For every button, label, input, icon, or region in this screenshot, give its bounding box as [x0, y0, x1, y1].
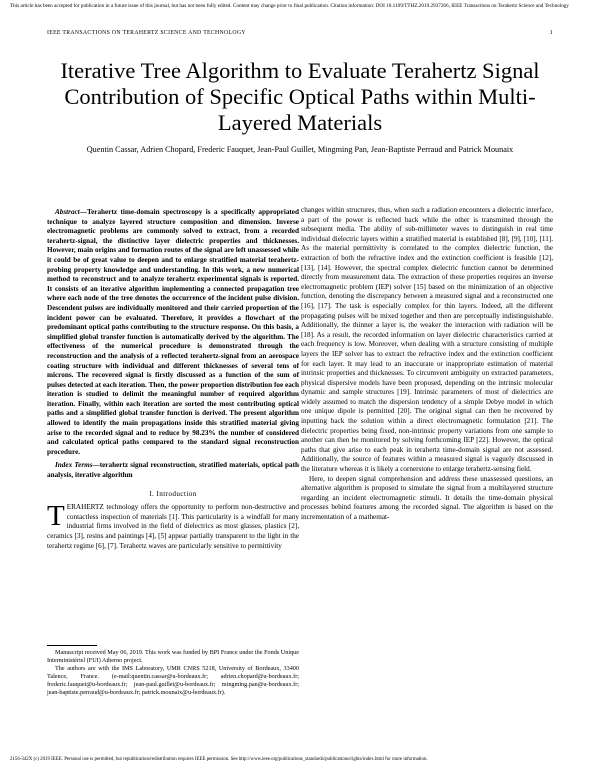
abstract-label: Abstract: [55, 208, 80, 216]
body-paragraph-1: changes within structures, thus, when such a radiation encounters a dielectric interface, a part of the power is reflected back while the other is transmitted through the subsequent media. The ability of sub-millimeter waves to distinguish in real time individual dielectric layers within a stratified material is established [8], [9], [10], [11]. As the material permittivity is correlated to the complex dielectric function, the extraction of both the refractive index and the extinction coefficient is feasible [12], [13], [14]. However, the spectral complex dielectric function cannot be determined directly from measurement data. The extraction of these properties requires an inverse electromagnetic problem (IEP) solver [15] based on the minimization of an objective function, denoting the discrepancy between a measured signal and a reconstructed one [16], [17]. The task is especially complex for thin layers. Indeed, all the different propagating pulses will be mixed together and then are perceptually indistinguishable. Additionally, the thinner a layer is, the weaker the interaction with radiation will be [18]. As a result, the recorded information on layer dielectric characteristics carried at each frequency is low. Moreover, when dealing with a structure consisting of multiple layers the IEP solver has to extract the refractive index and the extinction coefficient for each layer. It may lead to an inaccurate or inappropriate estimation of material intrinsic properties and thicknesses. To circumvent ambiguity on extracted parameters, physical dispersive models have been proposed, depending on the intrinsic molecular dynamic and sample structures [19]. Intrinsic parameters of most of dielectrics are widely assumed to match the dispersion tendency of a simple Debye model in which one unique dipole is permitted [20]. The original signal can then be recovered by inputting back the solution within a direct electromagnetic formulation [21]. The dielectric properties being fixed, non-intrinsic property variations from one sample to another can then be monitored by solving forthcoming IEP [22]. However, the optical paths that give arise to each peak in terahertz time-domain signal are not assessed. Additionally, the source of features within a measured signal is vaguely discussed in the literature whereas it is likely a cornerstone to enlarge terahertz-sensing field.: [301, 206, 553, 474]
section-heading: I. Introduction: [149, 489, 197, 498]
journal-name: IEEE TRANSACTIONS ON TERAHERTZ SCIENCE AND TECHNOLOGY: [47, 30, 246, 36]
footnote-affiliations: The authors are with the IMS Laboratory, UMR CNRS 5218, University of Bordeaux, 33400 Talence, France. (e-mail:quentin.cassar@u-bordeaux.fr; adrien.chopard@u-bordeaux.fr; frederic.fauquet@u-bordeaux.fr; jean-paul.guillet@u-bordeaux.fr; mingming.pan@u-bordeaux.fr; jean-baptiste.perraud@u-bordeaux.fr; patrick.mounaix@u-bordeaux.fr).: [47, 665, 299, 696]
intro-paragraph: [47, 500, 299, 551]
footnote: [47, 645, 299, 697]
left-column: [47, 208, 299, 551]
drop-cap: T: [47, 500, 65, 533]
page-number: 1: [549, 30, 553, 36]
footnote-manuscript: Manuscript received May 06, 2019. This work was funded by BPI France under the Fonds Unique Interministériel (FUI) Atherno project.: [47, 649, 299, 664]
body-paragraph-2: Here, to deepen signal comprehension and address these unassessed questions, an alternative algorithm is proposed to simulate the signal from a multilayered structure regarding an incident electromagnetic stimuli. It details the time-domain physical processes behind features among the recorded signal. The algorithm is based on the incrementation of a mathemat-: [301, 474, 553, 521]
index-terms: [47, 461, 299, 480]
intro-text: ERAHERTZ technology offers the opportunity to perform non-destructive and contactless inspection of materials [1]. This particularity is a windfall for many industrial firms involved in the field of dielectrics as most glasses, plastics [2], ceramics [3], resins and paintings [4], [5] appear partially transparent to the light in the terahertz regime [6], [7]. Terahertz waves are particularly sensitive to permittivity: [47, 503, 299, 550]
running-head: [47, 30, 553, 36]
copyright-footer: 2156-342X (c) 2019 IEEE. Personal use is permitted, but republication/redistribution requires IEEE permission. See http://www.ieee.org/publications_standards/publications/rights/index.html for more information.: [10, 757, 428, 762]
index-terms-text: —terahertz signal reconstruction, stratified materials, optical path analysis, iterative algorithm: [47, 461, 300, 480]
abstract-text: —Terahertz time-domain spectroscopy is a specifically appropriated technique to analyze layered structure composition and dimension. Inverse electromagnetic problems are commonly solved to extract, from a recorded terahertz-signal, the distinctive layer dielectric properties and thicknesses. However, main origins and formation routes of the signal are left unassessed while it could be of great value to deepen and to enlarge stratified material terahertz-probing property knowledge and understanding. In this work, a new numerical method to reconstruct and to analyze terahertz experimental signals is reported. It consists of an iterative algorithm implementing a connected propagation tree where each node of the tree denotes the occurrence of the incident pulse division. Descendent pulses are individually monitored and their carried proportion of the incident power can be evaluated. Therefore, it provides a flowchart of the predominant optical paths contributing to the structure response. On this basis, a simplified global transfer function is automatically derived by the algorithm. The effectiveness of the numerical procedure is demonstrated through the reconstruction and the analysis of a reflected terahertz-signal from an aerospace coating structure with individual and different thicknesses of several tens of microns. The recovered signal is firstly discussed as a function of the sum of pulses detected at each iteration. Then, the power proportion distribution foe each iteration is studied to delimit the meaningful number of required algorithm iteration. Finally, within each iteration are sorted the most contributing optical paths and a simplified global transfer function is derived. The present algorithm allowed to identify the main propagations inside this stratified material giving arise to the recorded signal and to reduce by 98.23% the number of considered and calculated optical paths compared to the standard signal reconstruction procedure.: [47, 208, 299, 456]
index-terms-label: Index Terms: [55, 461, 93, 470]
right-column: [301, 206, 553, 523]
paper-title: Iterative Tree Algorithm to Evaluate Terahertz Signal Contribution of Specific Optical Paths within Multi-Layered Materials: [60, 58, 540, 135]
footnote-rule: [47, 645, 97, 646]
author-list: Quentin Cassar, Adrien Chopard, Frederic Fauquet, Jean-Paul Guillet, Mingming Pan, Jean-Baptiste Perraud and Patrick Mounaix: [86, 145, 514, 154]
abstract: [47, 208, 299, 457]
publication-banner: This article has been accepted for publication in a future issue of this journal, but has not been fully edited. Content may change prior to final publication. Citation information: DOI 10.1109/TTHZ.2019.2937266, IEEE Transactions on Terahertz Science and Technology: [10, 3, 569, 9]
